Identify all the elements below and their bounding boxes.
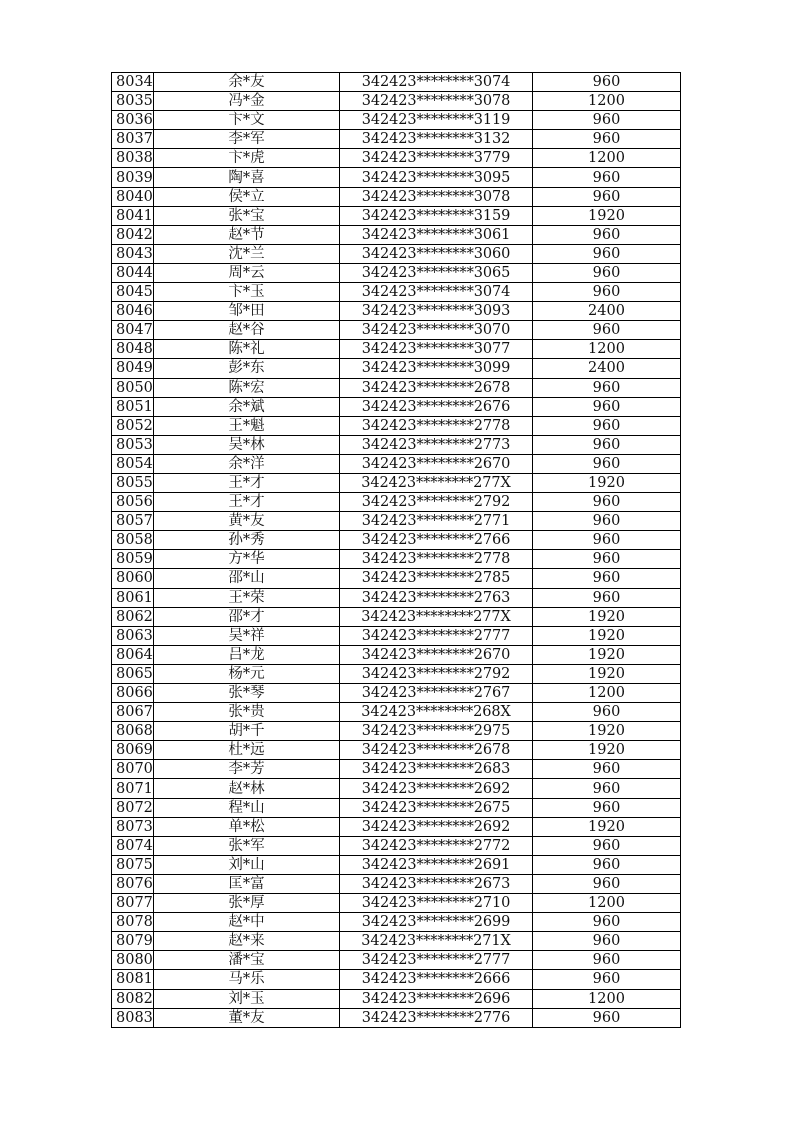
masked-name-cell: 周*云 xyxy=(154,263,340,282)
amount-cell: 960 xyxy=(533,951,681,970)
masked-name-cell: 孙*秀 xyxy=(154,531,340,550)
amount-cell: 960 xyxy=(533,932,681,951)
masked-name-cell: 陈*礼 xyxy=(154,340,340,359)
table-row xyxy=(112,932,681,951)
table-row xyxy=(112,493,681,512)
table-row xyxy=(112,130,681,149)
masked-id-number-cell: 342423********2778 xyxy=(340,550,533,569)
amount-cell: 960 xyxy=(533,550,681,569)
serial-number-cell: 8067 xyxy=(112,703,154,722)
masked-name-cell: 冯*金 xyxy=(154,92,340,111)
masked-name-cell: 潘*宝 xyxy=(154,951,340,970)
amount-cell: 960 xyxy=(533,855,681,874)
masked-name-cell: 匡*富 xyxy=(154,874,340,893)
serial-number-cell: 8056 xyxy=(112,493,154,512)
amount-cell: 960 xyxy=(533,569,681,588)
table-row xyxy=(112,569,681,588)
masked-name-cell: 李*军 xyxy=(154,130,340,149)
serial-number-cell: 8052 xyxy=(112,416,154,435)
masked-name-cell: 董*友 xyxy=(154,1008,340,1027)
amount-cell: 960 xyxy=(533,130,681,149)
table-row xyxy=(112,73,681,92)
masked-id-number-cell: 342423********3119 xyxy=(340,111,533,130)
table-row xyxy=(112,722,681,741)
masked-name-cell: 余*洋 xyxy=(154,454,340,473)
serial-number-cell: 8081 xyxy=(112,970,154,989)
masked-id-number-cell: 342423********3065 xyxy=(340,263,533,282)
masked-name-cell: 刘*玉 xyxy=(154,989,340,1008)
masked-name-cell: 张*军 xyxy=(154,836,340,855)
serial-number-cell: 8062 xyxy=(112,607,154,626)
serial-number-cell: 8061 xyxy=(112,588,154,607)
masked-id-number-cell: 342423********2678 xyxy=(340,378,533,397)
table-row xyxy=(112,454,681,473)
serial-number-cell: 8064 xyxy=(112,645,154,664)
masked-name-cell: 吴*祥 xyxy=(154,626,340,645)
table-row xyxy=(112,684,681,703)
masked-id-number-cell: 342423********2777 xyxy=(340,626,533,645)
amount-cell: 960 xyxy=(533,779,681,798)
amount-cell: 960 xyxy=(533,378,681,397)
serial-number-cell: 8059 xyxy=(112,550,154,569)
masked-id-number-cell: 342423********2692 xyxy=(340,779,533,798)
masked-name-cell: 吴*林 xyxy=(154,435,340,454)
masked-id-number-cell: 342423********2666 xyxy=(340,970,533,989)
masked-name-cell: 张*厚 xyxy=(154,894,340,913)
roster-table-body xyxy=(112,73,681,1028)
serial-number-cell: 8048 xyxy=(112,340,154,359)
masked-name-cell: 赵*林 xyxy=(154,779,340,798)
masked-id-number-cell: 342423********2670 xyxy=(340,645,533,664)
masked-name-cell: 杜*远 xyxy=(154,741,340,760)
masked-id-number-cell: 342423********2766 xyxy=(340,531,533,550)
table-row xyxy=(112,645,681,664)
table-row xyxy=(112,607,681,626)
masked-name-cell: 张*琴 xyxy=(154,684,340,703)
table-row xyxy=(112,359,681,378)
masked-name-cell: 沈*兰 xyxy=(154,244,340,263)
amount-cell: 1200 xyxy=(533,894,681,913)
amount-cell: 1200 xyxy=(533,989,681,1008)
serial-number-cell: 8073 xyxy=(112,817,154,836)
masked-id-number-cell: 342423********3099 xyxy=(340,359,533,378)
table-row xyxy=(112,760,681,779)
masked-id-number-cell: 342423********2691 xyxy=(340,855,533,874)
masked-id-number-cell: 342423********2771 xyxy=(340,512,533,531)
amount-cell: 1920 xyxy=(533,817,681,836)
masked-name-cell: 赵*中 xyxy=(154,913,340,932)
serial-number-cell: 8078 xyxy=(112,913,154,932)
amount-cell: 960 xyxy=(533,874,681,893)
masked-name-cell: 程*山 xyxy=(154,798,340,817)
serial-number-cell: 8055 xyxy=(112,473,154,492)
serial-number-cell: 8079 xyxy=(112,932,154,951)
table-row xyxy=(112,225,681,244)
masked-name-cell: 李*芳 xyxy=(154,760,340,779)
roster-table xyxy=(111,72,681,1028)
table-row xyxy=(112,149,681,168)
serial-number-cell: 8045 xyxy=(112,283,154,302)
masked-id-number-cell: 342423********3095 xyxy=(340,168,533,187)
masked-id-number-cell: 342423********2673 xyxy=(340,874,533,893)
amount-cell: 960 xyxy=(533,73,681,92)
masked-name-cell: 卞*虎 xyxy=(154,149,340,168)
serial-number-cell: 8054 xyxy=(112,454,154,473)
table-row xyxy=(112,855,681,874)
table-row xyxy=(112,435,681,454)
serial-number-cell: 8039 xyxy=(112,168,154,187)
serial-number-cell: 8035 xyxy=(112,92,154,111)
table-row xyxy=(112,283,681,302)
amount-cell: 960 xyxy=(533,283,681,302)
masked-id-number-cell: 342423********3132 xyxy=(340,130,533,149)
amount-cell: 1920 xyxy=(533,607,681,626)
masked-id-number-cell: 342423********3061 xyxy=(340,225,533,244)
masked-id-number-cell: 342423********277X xyxy=(340,473,533,492)
masked-name-cell: 马*乐 xyxy=(154,970,340,989)
table-row xyxy=(112,817,681,836)
masked-id-number-cell: 342423********2675 xyxy=(340,798,533,817)
masked-name-cell: 卞*文 xyxy=(154,111,340,130)
table-row xyxy=(112,531,681,550)
masked-name-cell: 方*华 xyxy=(154,550,340,569)
amount-cell: 960 xyxy=(533,760,681,779)
table-row xyxy=(112,741,681,760)
masked-id-number-cell: 342423********277X xyxy=(340,607,533,626)
masked-name-cell: 王*才 xyxy=(154,473,340,492)
subsidy-roster-sheet xyxy=(111,72,681,1028)
serial-number-cell: 8041 xyxy=(112,206,154,225)
masked-name-cell: 赵*节 xyxy=(154,225,340,244)
table-row xyxy=(112,779,681,798)
masked-id-number-cell: 342423********3078 xyxy=(340,187,533,206)
table-row xyxy=(112,951,681,970)
masked-id-number-cell: 342423********2772 xyxy=(340,836,533,855)
serial-number-cell: 8060 xyxy=(112,569,154,588)
masked-id-number-cell: 342423********2767 xyxy=(340,684,533,703)
masked-id-number-cell: 342423********2699 xyxy=(340,913,533,932)
amount-cell: 960 xyxy=(533,435,681,454)
table-row xyxy=(112,512,681,531)
table-row xyxy=(112,340,681,359)
masked-name-cell: 单*松 xyxy=(154,817,340,836)
serial-number-cell: 8070 xyxy=(112,760,154,779)
serial-number-cell: 8036 xyxy=(112,111,154,130)
amount-cell: 960 xyxy=(533,1008,681,1027)
table-row xyxy=(112,703,681,722)
amount-cell: 960 xyxy=(533,187,681,206)
masked-id-number-cell: 342423********3093 xyxy=(340,302,533,321)
table-row xyxy=(112,378,681,397)
amount-cell: 2400 xyxy=(533,302,681,321)
masked-id-number-cell: 342423********3060 xyxy=(340,244,533,263)
table-row xyxy=(112,664,681,683)
masked-name-cell: 王*荣 xyxy=(154,588,340,607)
amount-cell: 960 xyxy=(533,512,681,531)
masked-id-number-cell: 342423********3070 xyxy=(340,321,533,340)
masked-id-number-cell: 342423********2676 xyxy=(340,397,533,416)
masked-name-cell: 陈*宏 xyxy=(154,378,340,397)
masked-id-number-cell: 342423********2692 xyxy=(340,817,533,836)
masked-name-cell: 侯*立 xyxy=(154,187,340,206)
masked-id-number-cell: 342423********2678 xyxy=(340,741,533,760)
serial-number-cell: 8034 xyxy=(112,73,154,92)
table-row xyxy=(112,321,681,340)
serial-number-cell: 8077 xyxy=(112,894,154,913)
amount-cell: 1920 xyxy=(533,722,681,741)
amount-cell: 960 xyxy=(533,454,681,473)
masked-name-cell: 赵*来 xyxy=(154,932,340,951)
masked-id-number-cell: 342423********2975 xyxy=(340,722,533,741)
masked-id-number-cell: 342423********2777 xyxy=(340,951,533,970)
serial-number-cell: 8053 xyxy=(112,435,154,454)
amount-cell: 960 xyxy=(533,836,681,855)
masked-id-number-cell: 342423********2785 xyxy=(340,569,533,588)
amount-cell: 1200 xyxy=(533,92,681,111)
masked-id-number-cell: 342423********2710 xyxy=(340,894,533,913)
table-row xyxy=(112,550,681,569)
serial-number-cell: 8080 xyxy=(112,951,154,970)
amount-cell: 960 xyxy=(533,397,681,416)
table-row xyxy=(112,970,681,989)
table-row xyxy=(112,206,681,225)
masked-id-number-cell: 342423********2670 xyxy=(340,454,533,473)
amount-cell: 960 xyxy=(533,913,681,932)
table-row xyxy=(112,187,681,206)
amount-cell: 1200 xyxy=(533,684,681,703)
masked-id-number-cell: 342423********3159 xyxy=(340,206,533,225)
masked-name-cell: 黄*友 xyxy=(154,512,340,531)
serial-number-cell: 8040 xyxy=(112,187,154,206)
masked-id-number-cell: 342423********3074 xyxy=(340,283,533,302)
serial-number-cell: 8037 xyxy=(112,130,154,149)
masked-name-cell: 卞*玉 xyxy=(154,283,340,302)
amount-cell: 960 xyxy=(533,798,681,817)
masked-name-cell: 王*才 xyxy=(154,493,340,512)
table-row xyxy=(112,92,681,111)
masked-name-cell: 王*魁 xyxy=(154,416,340,435)
serial-number-cell: 8047 xyxy=(112,321,154,340)
table-row xyxy=(112,111,681,130)
serial-number-cell: 8082 xyxy=(112,989,154,1008)
serial-number-cell: 8050 xyxy=(112,378,154,397)
masked-name-cell: 张*贵 xyxy=(154,703,340,722)
masked-id-number-cell: 342423********3074 xyxy=(340,73,533,92)
serial-number-cell: 8049 xyxy=(112,359,154,378)
amount-cell: 1920 xyxy=(533,741,681,760)
masked-name-cell: 邹*田 xyxy=(154,302,340,321)
amount-cell: 1920 xyxy=(533,206,681,225)
serial-number-cell: 8065 xyxy=(112,664,154,683)
serial-number-cell: 8076 xyxy=(112,874,154,893)
table-row xyxy=(112,894,681,913)
masked-name-cell: 杨*元 xyxy=(154,664,340,683)
masked-name-cell: 余*友 xyxy=(154,73,340,92)
masked-name-cell: 陶*喜 xyxy=(154,168,340,187)
masked-name-cell: 余*斌 xyxy=(154,397,340,416)
amount-cell: 1920 xyxy=(533,626,681,645)
serial-number-cell: 8074 xyxy=(112,836,154,855)
masked-name-cell: 赵*谷 xyxy=(154,321,340,340)
masked-id-number-cell: 342423********2792 xyxy=(340,493,533,512)
masked-name-cell: 彭*东 xyxy=(154,359,340,378)
masked-name-cell: 邵*才 xyxy=(154,607,340,626)
table-row xyxy=(112,588,681,607)
table-row xyxy=(112,473,681,492)
amount-cell: 960 xyxy=(533,703,681,722)
amount-cell: 960 xyxy=(533,493,681,512)
amount-cell: 960 xyxy=(533,531,681,550)
serial-number-cell: 8058 xyxy=(112,531,154,550)
amount-cell: 1920 xyxy=(533,664,681,683)
masked-name-cell: 胡*千 xyxy=(154,722,340,741)
table-row xyxy=(112,244,681,263)
serial-number-cell: 8069 xyxy=(112,741,154,760)
serial-number-cell: 8051 xyxy=(112,397,154,416)
masked-name-cell: 刘*山 xyxy=(154,855,340,874)
amount-cell: 960 xyxy=(533,111,681,130)
amount-cell: 960 xyxy=(533,416,681,435)
table-row xyxy=(112,263,681,282)
table-row xyxy=(112,798,681,817)
table-row xyxy=(112,302,681,321)
masked-id-number-cell: 342423********2792 xyxy=(340,664,533,683)
serial-number-cell: 8038 xyxy=(112,149,154,168)
amount-cell: 960 xyxy=(533,168,681,187)
serial-number-cell: 8075 xyxy=(112,855,154,874)
masked-id-number-cell: 342423********3779 xyxy=(340,149,533,168)
amount-cell: 1920 xyxy=(533,645,681,664)
amount-cell: 1200 xyxy=(533,340,681,359)
table-row xyxy=(112,416,681,435)
masked-name-cell: 吕*龙 xyxy=(154,645,340,664)
amount-cell: 960 xyxy=(533,321,681,340)
masked-id-number-cell: 342423********268X xyxy=(340,703,533,722)
table-row xyxy=(112,397,681,416)
amount-cell: 960 xyxy=(533,244,681,263)
masked-id-number-cell: 342423********271X xyxy=(340,932,533,951)
masked-name-cell: 邵*山 xyxy=(154,569,340,588)
amount-cell: 960 xyxy=(533,588,681,607)
table-row xyxy=(112,874,681,893)
amount-cell: 1200 xyxy=(533,149,681,168)
masked-id-number-cell: 342423********3078 xyxy=(340,92,533,111)
amount-cell: 960 xyxy=(533,225,681,244)
serial-number-cell: 8044 xyxy=(112,263,154,282)
table-row xyxy=(112,913,681,932)
serial-number-cell: 8063 xyxy=(112,626,154,645)
masked-id-number-cell: 342423********3077 xyxy=(340,340,533,359)
masked-id-number-cell: 342423********2778 xyxy=(340,416,533,435)
serial-number-cell: 8068 xyxy=(112,722,154,741)
amount-cell: 1920 xyxy=(533,473,681,492)
serial-number-cell: 8057 xyxy=(112,512,154,531)
masked-name-cell: 张*宝 xyxy=(154,206,340,225)
serial-number-cell: 8083 xyxy=(112,1008,154,1027)
amount-cell: 960 xyxy=(533,970,681,989)
amount-cell: 960 xyxy=(533,263,681,282)
table-row xyxy=(112,626,681,645)
serial-number-cell: 8046 xyxy=(112,302,154,321)
serial-number-cell: 8066 xyxy=(112,684,154,703)
serial-number-cell: 8071 xyxy=(112,779,154,798)
table-row xyxy=(112,168,681,187)
table-row xyxy=(112,836,681,855)
serial-number-cell: 8043 xyxy=(112,244,154,263)
masked-id-number-cell: 342423********2696 xyxy=(340,989,533,1008)
masked-id-number-cell: 342423********2683 xyxy=(340,760,533,779)
masked-id-number-cell: 342423********2763 xyxy=(340,588,533,607)
masked-id-number-cell: 342423********2773 xyxy=(340,435,533,454)
table-row xyxy=(112,1008,681,1027)
serial-number-cell: 8072 xyxy=(112,798,154,817)
amount-cell: 2400 xyxy=(533,359,681,378)
table-row xyxy=(112,989,681,1008)
masked-id-number-cell: 342423********2776 xyxy=(340,1008,533,1027)
serial-number-cell: 8042 xyxy=(112,225,154,244)
